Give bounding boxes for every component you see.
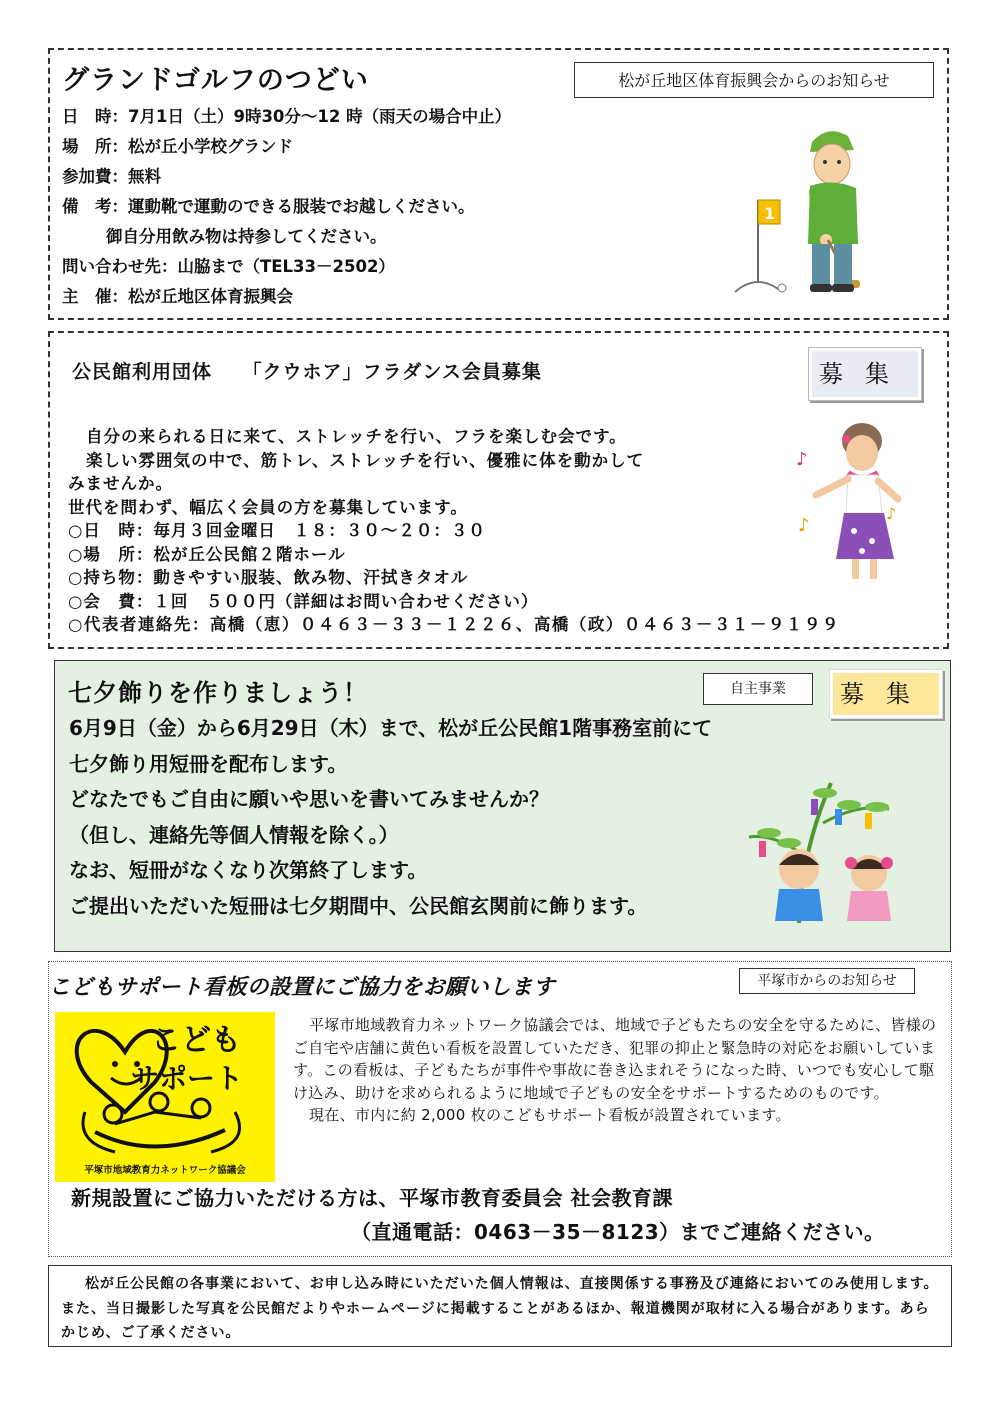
tanabata-illustration <box>739 773 929 923</box>
hula-intro-line: 世代を問わず、幅広く会員の方を募集しています。 <box>68 497 468 517</box>
hula-detail-line: ○会 費：１回 ５００円（詳細はお問い合わせください） <box>68 591 539 611</box>
support-paragraph-1: 平塚市地域教育力ネットワーク協議会では、地域で子どもたちの安全を守るために、皆様のご自宅や店舗に黄色い看板を設置していただき、犯罪の抑止と緊急時の対応をお願いしています。この看板は、子どもたちが事件や事故に巻き込まれそうになった時、いつでも安心して駆け込み、助けを求められるように地域で子どもの安全をサポートするためのものです。 <box>293 1016 937 1102</box>
tanabata-section <box>54 660 951 952</box>
support-notice-label: 平塚市からのお知らせ <box>739 968 915 994</box>
support-contact-line-2: （直通電話：0463－35－8123）までご連絡ください。 <box>351 1220 885 1244</box>
recruit-badge: 募集 <box>808 347 922 401</box>
tanabata-line: 6月9日（金）から6月29日（木）まで、松が丘公民館1階事務室前にて <box>69 716 713 740</box>
golf-row-notes: 備 考：運動靴で運動のできる服装でお越しください。 <box>62 197 475 216</box>
flag-number: 1 <box>764 204 776 223</box>
tanabata-line: ご提出いただいた短冊は七夕期間中、公民館玄関前に飾ります。 <box>69 893 648 918</box>
hula-detail-line: ○持ち物：動きやすい服装、飲み物、汗拭きタオル <box>68 568 469 587</box>
support-contact-line-1: 新規設置にご協力いただける方は、平塚市教育委員会 社会教育課 <box>71 1186 673 1210</box>
hula-section <box>48 331 949 649</box>
hula-intro-line: 自分の来られる日に来て、ストレッチを行い、フラを楽しむ会です。 <box>86 427 627 446</box>
golfer-illustration <box>730 122 880 300</box>
golf-notice-label: 松が丘地区体育振興会からのお知らせ <box>574 62 934 98</box>
golf-row-notes-2: 御自分用飲み物は持参してください。 <box>106 227 387 246</box>
tanabata-line: 七夕飾り用短冊を配布します。 <box>69 751 348 776</box>
hula-intro-line: みませんか。 <box>68 474 173 493</box>
privacy-text: 松が丘公民館の各事業において、お申し込み時にいただいた個人情報は、直接関係する事務及び連絡においてのみ使用します。また、当日撮影した写真を公民館だよりやホームページに掲載することがあるほか、報道機関が取材に入る場合があります。あらかじめ、ご了承ください。 <box>61 1276 939 1341</box>
logo-text-kodomo: こども <box>151 1023 241 1058</box>
self-project-tag: 自主事業 <box>703 673 813 705</box>
tanabata-line: なお、短冊がなくなり次第終了します。 <box>69 858 428 882</box>
hula-dancer-illustration <box>790 419 920 589</box>
privacy-notice <box>48 1265 952 1347</box>
svg-text:♪: ♪ <box>886 504 897 523</box>
hula-detail-line: ○代表者連絡先：高橋（恵）０４６３－３３－１２２６、高橋（政）０４６３－３１－９１９９ <box>68 615 840 634</box>
golf-details <box>62 102 511 312</box>
hula-detail-line: ○場 所：松が丘公民館２階ホール <box>68 544 346 564</box>
tanabata-line: （但し、連絡先等個人情報を除く。） <box>69 822 399 847</box>
golf-row-contact: 問い合わせ先：山脇まで（TEL33－2502） <box>62 257 395 276</box>
hula-title: 公民館利用団体 「クウホア」フラダンス会員募集 <box>72 361 542 383</box>
svg-text:♪: ♪ <box>798 515 810 536</box>
kodomo-support-logo-art <box>55 1012 275 1162</box>
support-section <box>48 961 952 1257</box>
support-title: こどもサポート看板の設置にご協力をお願いします <box>49 975 556 1000</box>
golf-section <box>48 48 949 320</box>
support-paragraph <box>293 1014 947 1127</box>
golf-row-datetime: 日 時：7月1日（土）9時30分～12 時（雨天の場合中止） <box>62 107 512 126</box>
hula-detail-line: ○日 時：毎月３回金曜日 １８：３０～２０：３０ <box>68 521 486 540</box>
kodomo-support-logo <box>55 1012 275 1182</box>
hula-intro-line: 楽しい雰囲気の中で、筋トレ、ストレッチを行い、優雅に体を動かして <box>86 450 645 470</box>
golf-row-place: 場 所：松が丘小学校グランド <box>62 137 293 156</box>
golf-title: グランドゴルフのつどい <box>62 65 369 96</box>
tanabata-line: どなたでもご自由に願いや思いを書いてみませんか？ <box>69 787 549 811</box>
tanabata-title: 七夕飾りを作りましょう！ <box>68 679 368 707</box>
tanabata-body <box>69 711 712 924</box>
hula-body <box>68 425 840 637</box>
golf-row-fee: 参加費：無料 <box>62 167 161 186</box>
logo-text-support: サポート <box>131 1062 244 1095</box>
svg-text:♪: ♪ <box>796 449 808 470</box>
recruit-badge: 募集 <box>829 669 943 719</box>
support-paragraph-2: 現在、市内に約 2,000 枚のこどもサポート看板が設置されています。 <box>309 1106 791 1124</box>
golf-row-organizer: 主 催：松が丘地区体育振興会 <box>62 287 293 306</box>
logo-caption: 平塚市地域教育力ネットワーク協議会 <box>84 1165 246 1176</box>
